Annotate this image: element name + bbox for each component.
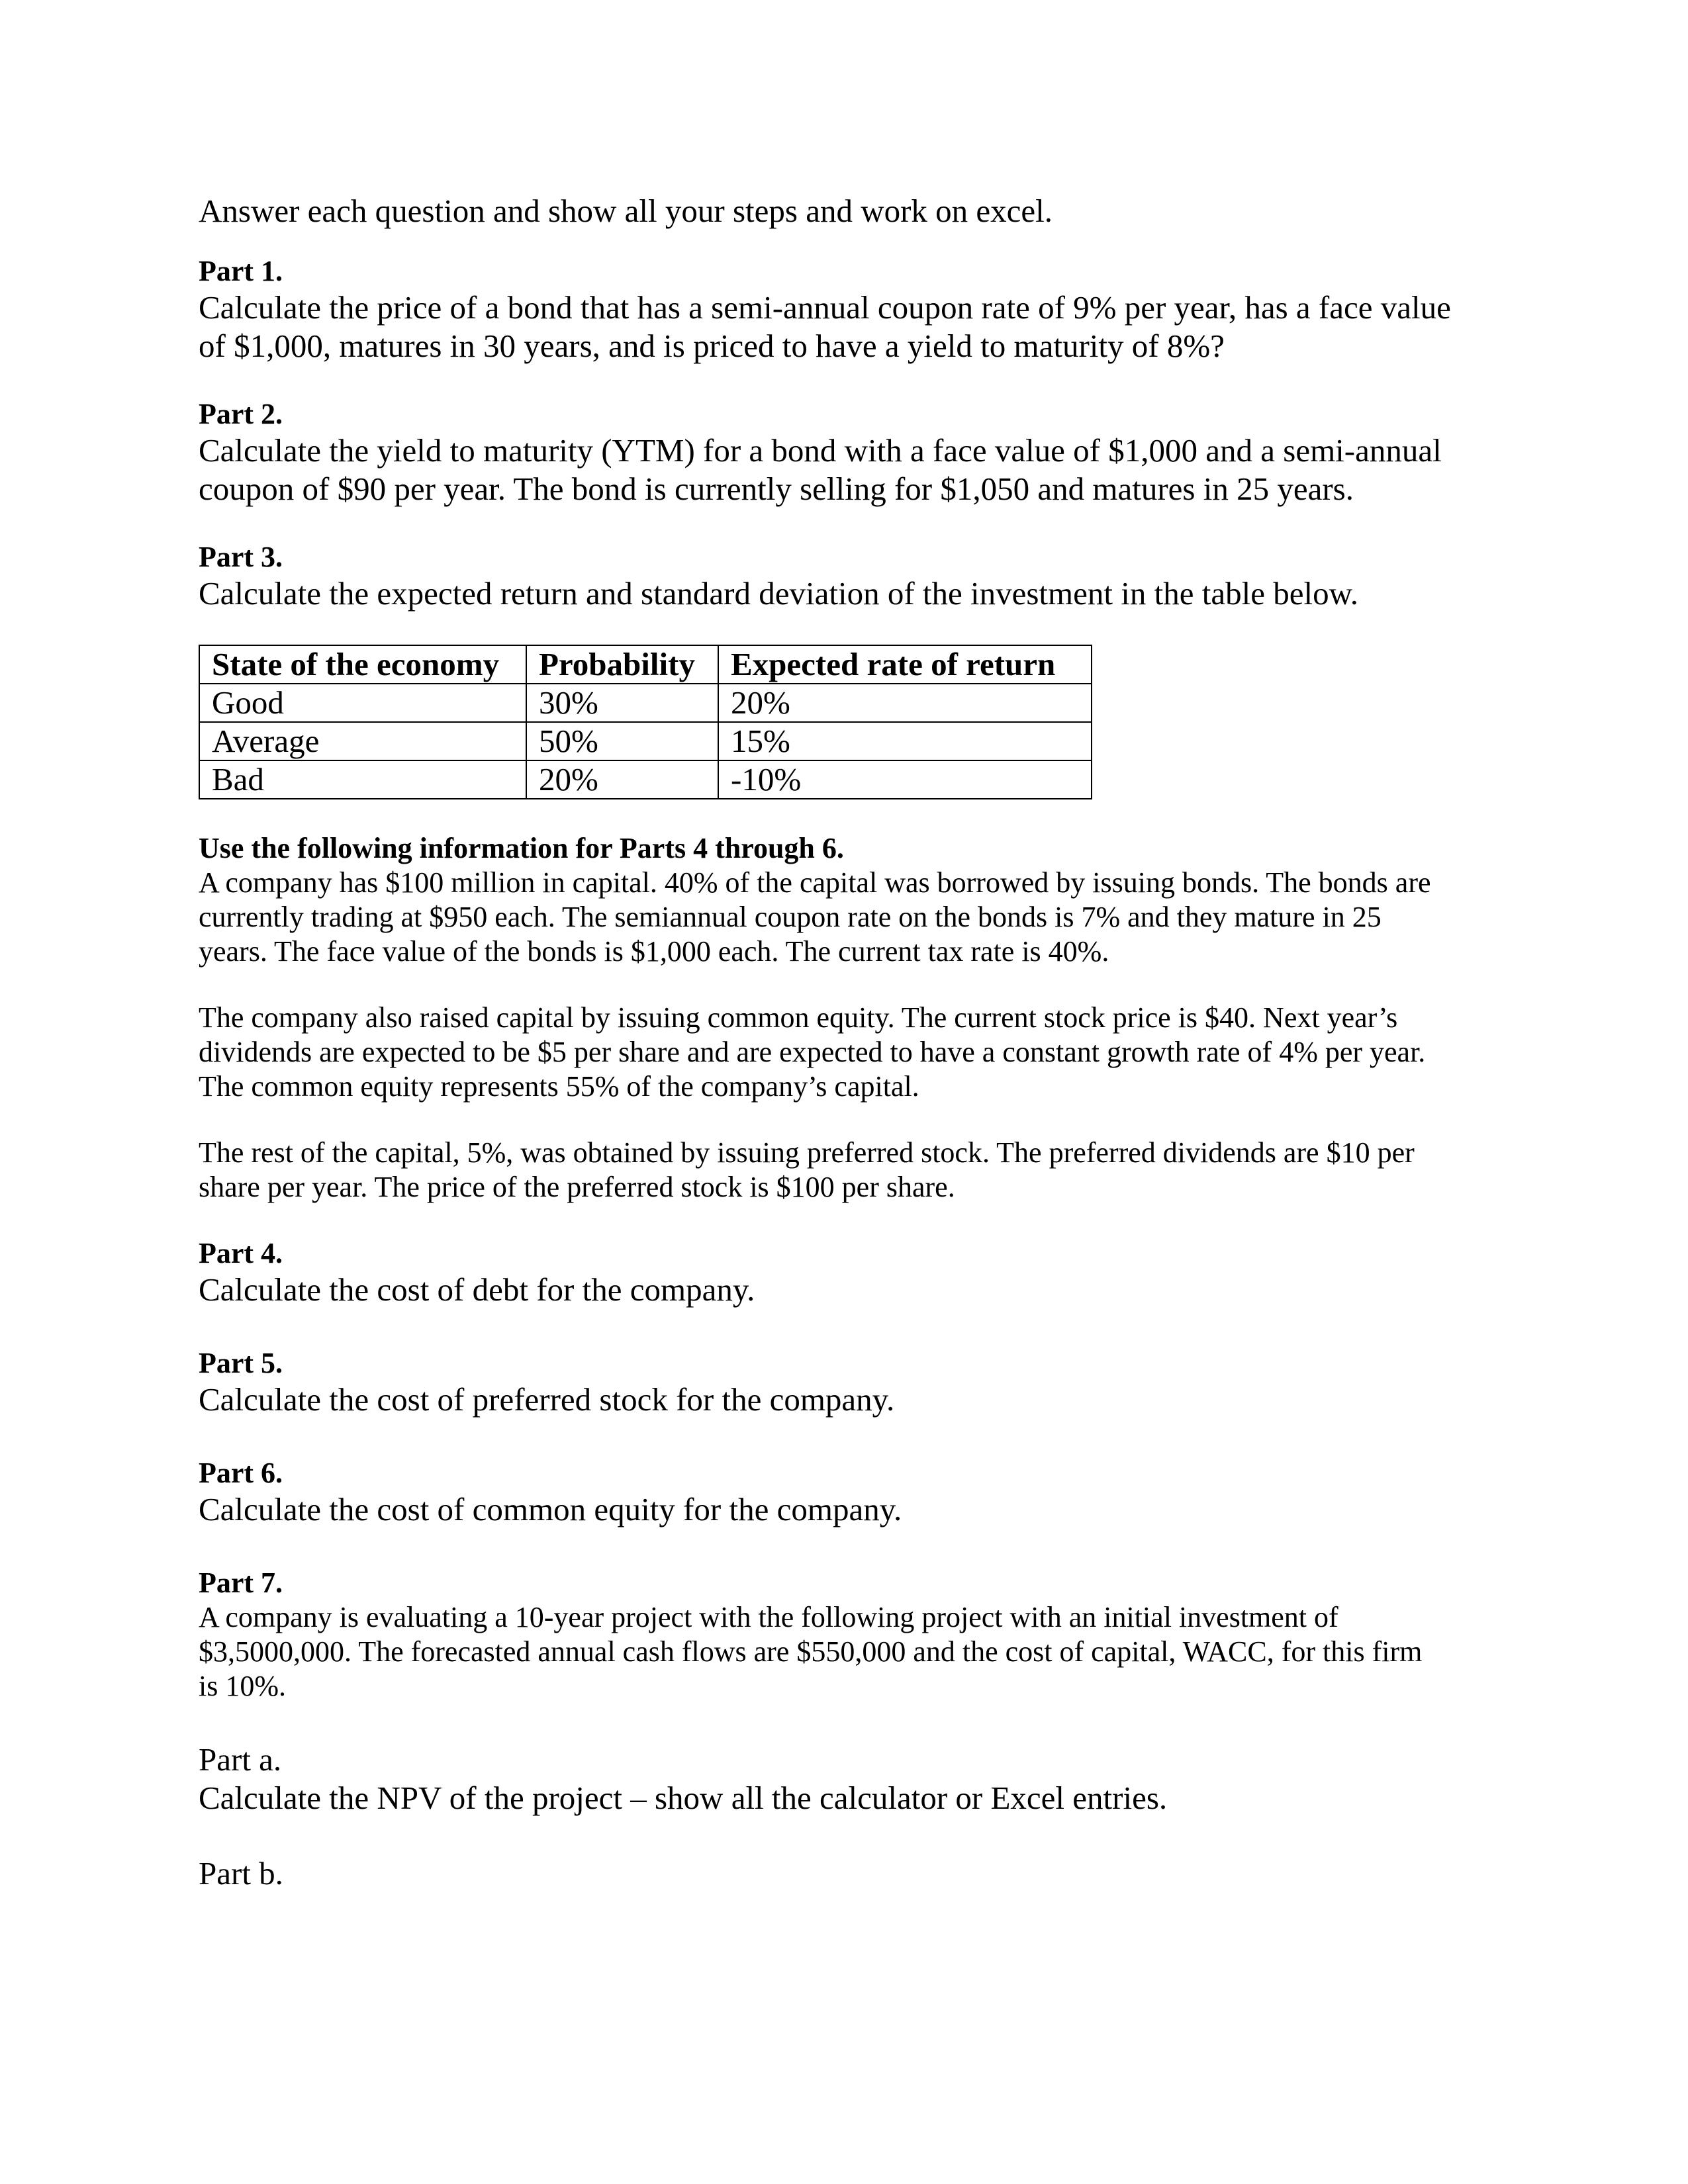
table-cell: -10% [718, 760, 1092, 799]
part3-heading: Part 3. [199, 541, 283, 573]
part1-line: Calculate the price of a bond that has a semi-annual coupon rate of 9% per year, has a face value [199, 289, 1451, 326]
part7-heading: Part 7. [199, 1567, 283, 1599]
table-cell: 15% [718, 722, 1092, 760]
info-section [199, 831, 1509, 1205]
part4-heading: Part 4. [199, 1237, 283, 1269]
part7-line: $3,5000,000. The forecasted annual cash flows are $550,000 and the cost of capital, WACC, for this firm [199, 1635, 1423, 1668]
part2-section [199, 397, 1509, 508]
part1-line: of $1,000, matures in 30 years, and is priced to have a yield to maturity of 8%? [199, 328, 1225, 364]
table-header-cell: Expected rate of return [718, 645, 1092, 684]
part-b-heading: Part b. [199, 1855, 283, 1891]
table-row [199, 684, 1092, 722]
part1-section [199, 254, 1509, 365]
info-line: The rest of the capital, 5%, was obtained by issuing preferred stock. The preferred dividends are $10 per [199, 1136, 1415, 1169]
part2-line: Calculate the yield to maturity (YTM) for a bond with a face value of $1,000 and a semi-annual [199, 432, 1442, 469]
part2-heading: Part 2. [199, 398, 283, 430]
info-line: The common equity represents 55% of the company’s capital. [199, 1070, 919, 1103]
part6-text: Calculate the cost of common equity for the company. [199, 1491, 902, 1527]
info-line: dividends are expected to be $5 per share and are expected to have a constant growth rate of 4% per year. [199, 1036, 1426, 1068]
info-line: The company also raised capital by issuing common equity. The current stock price is $40. Next year’s [199, 1001, 1398, 1034]
document-page [199, 192, 1509, 1893]
table-cell: 20% [526, 760, 718, 799]
part7-line: is 10%. [199, 1670, 286, 1702]
part2-line: coupon of $90 per year. The bond is currently selling for $1,050 and matures in 25 years. [199, 471, 1354, 507]
intro-text: Answer each question and show all your steps and work on excel. [199, 193, 1053, 229]
part5-section [199, 1346, 1509, 1419]
part-a-heading: Part a. [199, 1741, 282, 1778]
part4-text: Calculate the cost of debt for the company. [199, 1271, 755, 1308]
info-line: share per year. The price of the preferred stock is $100 per share. [199, 1171, 955, 1203]
table-header-row [199, 645, 1092, 684]
table-header-cell: Probability [526, 645, 718, 684]
part3-line: Calculate the expected return and standard deviation of the investment in the table below. [199, 575, 1359, 612]
info-line: currently trading at $950 each. The semiannual coupon rate on the bonds is 7% and they mature in 25 [199, 901, 1382, 933]
table-cell: 50% [526, 722, 718, 760]
part5-text: Calculate the cost of preferred stock for the company. [199, 1381, 895, 1418]
part7-line: A company is evaluating a 10-year project with the following project with an initial investment of [199, 1601, 1338, 1633]
table-cell: Bad [199, 760, 526, 799]
table-cell: Average [199, 722, 526, 760]
table-cell: 20% [718, 684, 1092, 722]
part3-section [199, 540, 1509, 799]
table-header-cell: State of the economy [199, 645, 526, 684]
part6-heading: Part 6. [199, 1457, 283, 1489]
part4-section [199, 1236, 1509, 1309]
info-heading: Use the following information for Parts 4 through 6. [199, 832, 844, 864]
part1-heading: Part 1. [199, 255, 283, 287]
table-cell: 30% [526, 684, 718, 722]
table-cell: Good [199, 684, 526, 722]
info-line: years. The face value of the bonds is $1,000 each. The current tax rate is 40%. [199, 935, 1109, 968]
info-line: A company has $100 million in capital. 40% of the capital was borrowed by issuing bonds. The bonds are [199, 866, 1431, 899]
table-row [199, 722, 1092, 760]
part5-heading: Part 5. [199, 1347, 283, 1379]
table-row [199, 760, 1092, 799]
part6-section [199, 1456, 1509, 1529]
economy-table [199, 645, 1092, 799]
part7-section [199, 1566, 1509, 1893]
part-a-text: Calculate the NPV of the project – show all the calculator or Excel entries. [199, 1780, 1168, 1816]
